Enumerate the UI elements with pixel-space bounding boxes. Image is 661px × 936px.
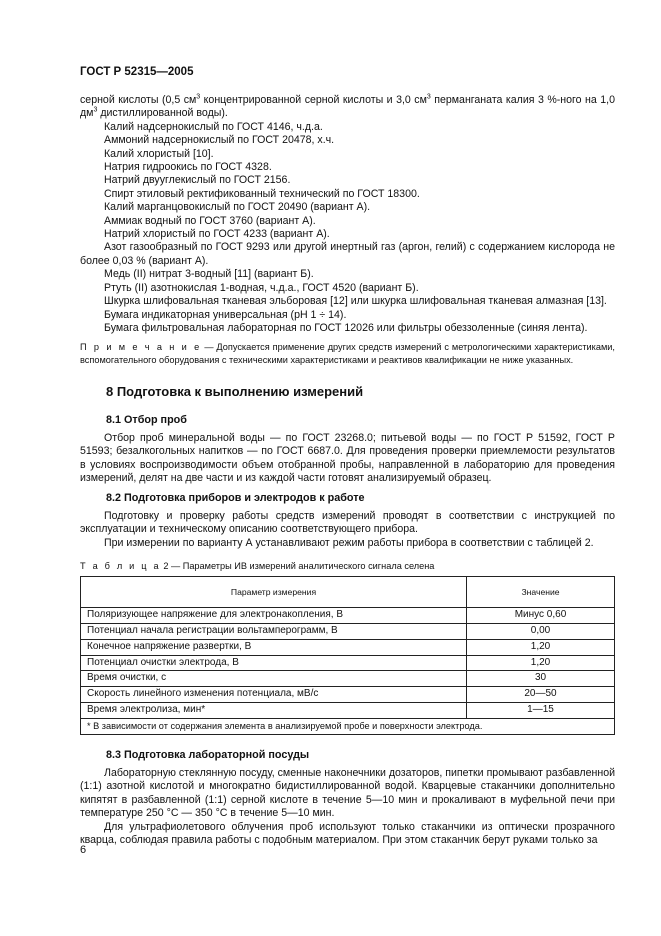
value-cell: 20—50 [467,687,615,703]
table-row [81,655,615,671]
table-caption-text: 2 — Параметры ИВ измерений аналитического сигнала селена [160,561,435,572]
value-cell: 1,20 [467,639,615,655]
table-footnote: * В зависимости от содержания элемента в анализируемой пробе и поверхности электрода. [81,718,615,734]
section-8-2-text-2: При измерении по варианту А устанавливают режим работы прибора в соответствии с таблицей 2. [104,536,594,549]
parameters-table [80,576,615,734]
note-text: — Допускается применение других средств измерений с метрологическими характеристиками, вспомогательного оборудования с техническими характеристиками и реактивов квалификации не ниже указанных. [80,342,615,365]
superscript: 3 [196,93,201,101]
reagent-item: Аммиак водный по ГОСТ 3760 (вариант А). [104,214,316,227]
reagent-item: Калий надсернокислый по ГОСТ 4146, ч.д.а. [104,120,323,133]
reagent-item: Натрий хлористый по ГОСТ 4233 (вариант А). [104,228,330,241]
table-footnote-row [81,718,615,734]
intro-text-1: серной кислоты (0,5 см [80,94,197,106]
reagent-item: Бумага фильтровальная лабораторная по ГОСТ 12026 или фильтры обеззоленные (синяя лента). [104,321,588,334]
superscript: 3 [93,106,98,114]
superscript: 3 [426,93,431,101]
reagent-item: Натрия гидроокись по ГОСТ 4328. [104,161,272,174]
reagent-item: Бумага индикаторная универсальная (рН 1 ÷ 14). [104,308,347,321]
table-header-row [81,577,615,608]
param-cell: Скорость линейного изменения потенциала, мВ/с [81,687,467,703]
table-row [81,608,615,624]
note-label: П р и м е ч а н и е [80,342,202,353]
reagent-item: Медь (II) нитрат 3-водный [11] (вариант Б). [104,268,314,281]
value-cell: 1,20 [467,655,615,671]
value-cell: 30 [467,671,615,687]
param-cell: Потенциал очистки электрода, В [81,655,467,671]
table-caption-label: Т а б л и ц а [80,561,161,572]
page-number: 6 [80,844,87,856]
note-paragraph [80,341,615,366]
intro-text-3: перманганата калия 3 %-ного на 1,0 дм [80,94,616,120]
intro-paragraph [80,94,615,121]
section-8-2-text-1: Подготовку и проверку работы средств измерений проводят в соответствии с инструкцией по эксплуатации и техническому описанию соответствующего прибора. [80,509,615,536]
section-8-2-title: 8.2 Подготовка приборов и электродов к работе [106,491,365,504]
table-row [81,639,615,655]
section-8-3-title: 8.3 Подготовка лабораторной посуды [106,748,310,761]
intro-text-4: дистиллированной воды). [97,107,228,120]
reagent-item: Спирт этиловый ректификованный технический по ГОСТ 18300. [104,187,420,200]
value-cell: Минус 0,60 [467,608,615,624]
intro-text-2: концентрированной серной кислоты и 3,0 см [200,94,427,106]
section-8-title: 8 Подготовка к выполнению измерений [106,383,364,399]
reagent-item: Азот газообразный по ГОСТ 9293 или другой инертный газ (аргон, гелий) с содержанием кислорода не более 0,03 % (вариант А). [80,241,615,267]
value-cell: 1—15 [467,702,615,718]
param-cell: Время очистки, с [81,671,467,687]
section-8-3-text-1: Лабораторную стеклянную посуду, сменные наконечники дозаторов, пипетки промывают разбавленной (1:1) азотной кислотой и многократно бидистиллированной водой. Кварцевые стаканчики дополнительно кипятят в разбавленной (1:1) серной кислоте в течение 5—10 мин и прокаливают в муфельной печи при температуре 250 °С — 350 °С в течение 5—10 мин. [80,766,615,820]
reagent-list [80,121,615,336]
table-row [81,702,615,718]
reagent-item: Шкурка шлифовальная тканевая эльборовая [12] или шкурка шлифовальная тканевая алмазная [13]. [104,295,607,308]
table-row [81,687,615,703]
param-cell: Поляризующее напряжение для электронакопления, В [81,608,467,624]
table-row [81,623,615,639]
section-8-3-text-2: Для ультрафиолетового облучения проб используют только стаканчики из оптически прозрачного кварца, соблюдая правила работы с подобным материалом. При этом стаканчик берут руками только за [80,820,615,846]
page-body [80,94,615,847]
reagent-item: Калий хлористый [10]. [104,147,214,160]
reagent-item: Натрий двууглекислый по ГОСТ 2156. [104,174,291,187]
document-header: ГОСТ Р 52315—2005 [80,66,194,78]
table-row [81,671,615,687]
reagent-item: Аммоний надсернокислый по ГОСТ 20478, х.ч. [104,134,335,147]
reagent-item: Калий марганцовокислый по ГОСТ 20490 (вариант А). [104,201,371,214]
reagent-item: Ртуть (II) азотнокислая 1-водная, ч.д.а., ГОСТ 4520 (вариант Б). [104,281,419,294]
table-caption [80,560,615,572]
column-header-parameter: Параметр измерения [81,577,467,608]
param-cell: Время электролиза, мин* [81,702,467,718]
column-header-value: Значение [467,577,615,608]
param-cell: Конечное напряжение развертки, В [81,639,467,655]
value-cell: 0,00 [467,623,615,639]
param-cell: Потенциал начала регистрации вольтамперограмм, В [81,623,467,639]
section-8-1-title: 8.1 Отбор проб [106,413,187,426]
section-8-1-text: Отбор проб минеральной воды — по ГОСТ 23268.0; питьевой воды — по ГОСТ Р 51592, ГОСТ Р 51593; безалкогольных напитков — по ГОСТ 6687.0. Для проведения проверки приемлемости результатов в условиях воспроизводимости объем отобранной пробы, направленной в лабораторию для проведения измерений, делят на две части и из каждой части готовят анализируемый образец. [80,431,615,485]
